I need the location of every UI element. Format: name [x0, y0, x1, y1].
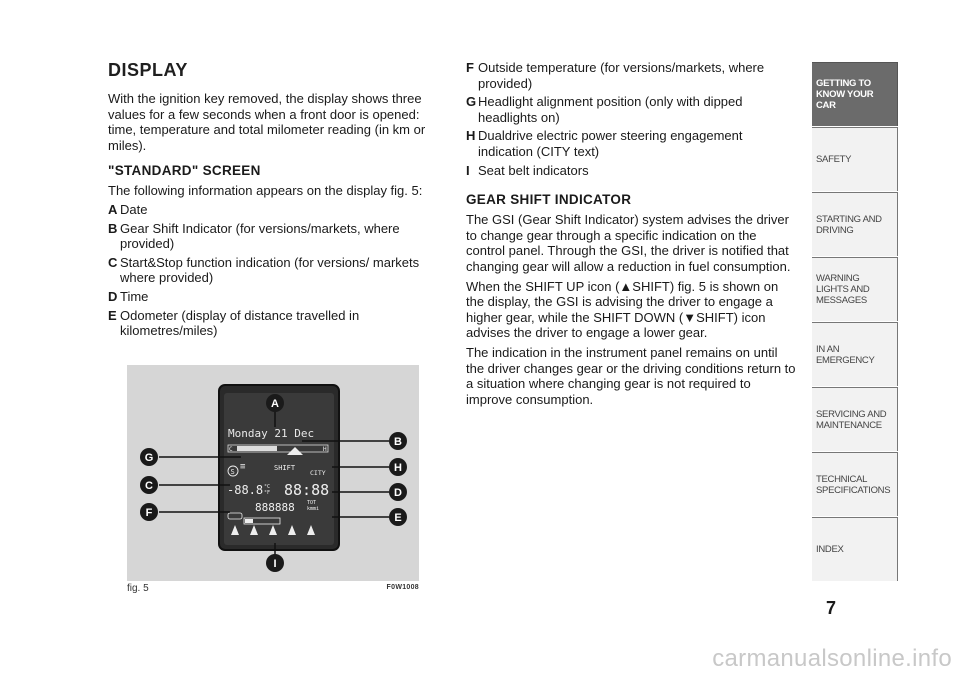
list-item: H Dualdrive electric power steering engagement indication (CITY text) — [466, 128, 743, 159]
list-item: E Odometer (display of distance travelled in kilometres/miles) — [108, 307, 360, 339]
svg-text:°C: °C — [264, 484, 271, 490]
list-item: B Gear Shift Indicator (for versions/markets, where provided) — [108, 220, 400, 252]
callout-h: H — [394, 462, 402, 474]
lcd-temp: -88.8 — [227, 483, 264, 497]
svg-text:S: S — [230, 468, 235, 476]
gsi-heading: GEAR SHIFT INDICATOR — [466, 192, 632, 208]
tab-getting-to-know[interactable]: GETTING TO KNOW YOUR CAR — [812, 62, 898, 126]
list-item: C Start&Stop function indication (for versions/ markets where provided) — [108, 254, 420, 286]
right-column — [466, 60, 798, 415]
callout-a: A — [271, 398, 279, 410]
svg-text:≡: ≡ — [240, 462, 246, 472]
callout-d: D — [394, 487, 402, 499]
chapter-sidebar — [812, 62, 898, 582]
list-item: I Seat belt indicators — [466, 162, 589, 178]
callout-i: I — [273, 558, 277, 570]
tab-safety[interactable]: SAFETY — [812, 127, 898, 191]
figure-caption: fig. 5 F0W1008 — [127, 583, 419, 594]
gsi-paragraph-2: When the SHIFT UP icon (▲SHIFT) fig. 5 is shown on the display, the GSI is advising the driver to engage a higher gear, while the SHIFT DOWN (▼SHIFT) icon advises the driver to engage a lower gear. — [466, 278, 779, 341]
page-number: 7 — [826, 598, 837, 618]
tab-warning-lights[interactable]: WARNING LIGHTS AND MESSAGES — [812, 257, 898, 321]
tab-servicing[interactable]: SERVICING AND MAINTENANCE — [812, 387, 898, 451]
svg-text:°F: °F — [264, 490, 271, 496]
callout-c: C — [145, 480, 153, 492]
intro-paragraph: With the ignition key removed, the display shows three values for a few seconds when a front door is opened: time, temperature and total milometer reading (in km or miles). — [108, 91, 426, 153]
list-item: G Headlight alignment position (only with dipped headlights on) — [466, 94, 743, 125]
svg-text:C: C — [229, 446, 233, 453]
tab-index[interactable]: INDEX — [812, 517, 898, 581]
lead-paragraph: The following information appears on the display fig. 5: — [108, 183, 423, 199]
watermark: carmanualsonline.info — [712, 645, 952, 672]
svg-text:km: km — [307, 506, 314, 512]
tab-starting-driving[interactable]: STARTING AND DRIVING — [812, 192, 898, 256]
callout-f: F — [145, 507, 153, 519]
lcd-illustration — [127, 365, 419, 581]
gsi-paragraph-3: The indication in the instrument panel remains on until the driver changes gear or the driving conditions return to a situation where changing gear is not required to improve consumption. — [466, 344, 796, 407]
lcd-shift: SHIFT — [274, 464, 296, 472]
figure-code: F0W1008 — [386, 584, 419, 591]
left-column — [108, 60, 438, 342]
list-item: A Date — [108, 201, 148, 217]
display-figure — [127, 365, 419, 581]
list-item: D Time — [108, 288, 149, 304]
callout-e: E — [394, 512, 402, 524]
tab-technical[interactable]: TECHNICAL SPECIFICATIONS — [812, 452, 898, 516]
list-item: F Outside temperature (for versions/markets, where provided) — [466, 60, 765, 91]
svg-text:mi: mi — [313, 506, 320, 512]
lcd-odo: 888888 — [255, 501, 295, 514]
callout-g: G — [144, 452, 154, 464]
lcd-date: Monday 21 Dec — [228, 427, 315, 440]
lcd-time: 88:88 — [284, 481, 330, 499]
standard-screen-heading: "STANDARD" SCREEN — [108, 163, 261, 179]
svg-text:TOT: TOT — [307, 500, 317, 506]
gsi-paragraph-1: The GSI (Gear Shift Indicator) system advises the driver to change gear through a specific indication on the control panel. Through the GSI, the driver is notified that changing gear will allow a reduction in fuel consumption. — [466, 212, 791, 274]
svg-text:H: H — [323, 446, 327, 453]
callout-b: B — [394, 436, 402, 448]
lcd-city: CITY — [310, 469, 326, 477]
section-title: DISPLAY — [108, 60, 188, 80]
tab-emergency[interactable]: IN AN EMERGENCY — [812, 322, 898, 386]
